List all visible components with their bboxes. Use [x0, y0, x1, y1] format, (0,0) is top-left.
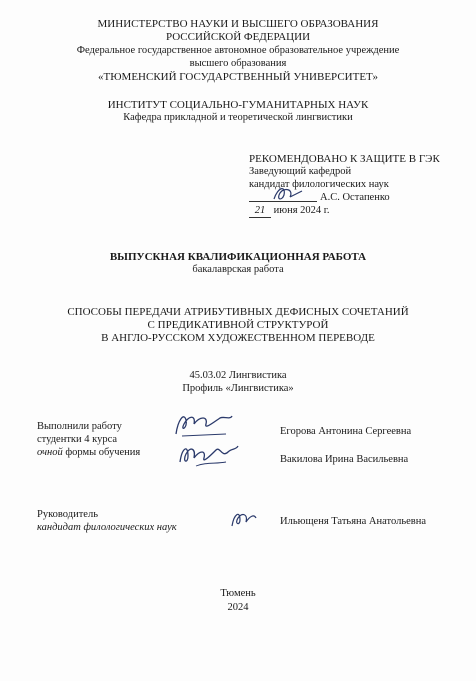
- year: 2024: [227, 602, 249, 613]
- supervisor-label: Руководитель: [37, 509, 98, 520]
- study-form-italic: очной: [37, 447, 63, 458]
- approval-date-rest: июня 2024 г.: [273, 205, 330, 216]
- ministry-line-1: МИНИСТЕРСТВО НАУКИ И ВЫСШЕГО ОБРАЗОВАНИЯ: [97, 18, 379, 30]
- ministry-line-2: РОССИЙСКОЙ ФЕДЕРАЦИИ: [165, 31, 311, 43]
- approval-title: РЕКОМЕНДОВАНО К ЗАЩИТЕ В ГЭК: [249, 153, 440, 165]
- approval-date: [249, 205, 330, 218]
- institution-type-line-1: Федеральное государственное автономное образовательное учреждение: [76, 45, 400, 56]
- approval-day: 21: [249, 205, 271, 218]
- supervisor-name: Ильющеня Татьяна Анатольевна: [280, 516, 427, 527]
- work-title-line-3: В АНГЛО-РУССКОМ ХУДОЖЕСТВЕННОМ ПЕРЕВОДЕ: [101, 332, 375, 344]
- institution-type-line-2: высшего образования: [189, 58, 287, 69]
- approval-name: А.С. Остапенко: [320, 192, 390, 203]
- head-signature: [268, 183, 308, 205]
- work-title-line-2: С ПРЕДИКАТИВНОЙ СТРУКТУРОЙ: [147, 319, 329, 331]
- authors-label-2: студентки 4 курса: [37, 434, 118, 445]
- study-form-rest: формы обучения: [62, 447, 141, 458]
- student-1-name: Егорова Антонина Сергеевна: [280, 426, 412, 437]
- institute-name: ИНСТИТУТ СОЦИАЛЬНО-ГУМАНИТАРНЫХ НАУК: [107, 99, 369, 111]
- specialty-profile: Профиль «Лингвистика»: [182, 383, 294, 394]
- university-name: «ТЮМЕНСКИЙ ГОСУДАРСТВЕННЫЙ УНИВЕРСИТЕТ»: [98, 71, 378, 83]
- specialty-code: 45.03.02 Лингвистика: [189, 370, 287, 381]
- authors-study-form: [37, 447, 140, 459]
- supervisor-degree: кандидат филологических наук: [37, 522, 177, 533]
- approval-degree: кандидат филологических наук: [249, 179, 389, 190]
- supervisor-signature: [226, 506, 260, 532]
- department-name: Кафедра прикладной и теоретической лингвистики: [123, 112, 353, 123]
- student2-signature: [176, 440, 242, 470]
- work-subtype: бакалаврская работа: [192, 264, 284, 275]
- authors-label-1: Выполнили работу: [37, 421, 122, 432]
- student1-signature: [170, 410, 238, 440]
- work-type: ВЫПУСКНАЯ КВАЛИФИКАЦИОННАЯ РАБОТА: [109, 251, 367, 263]
- approval-role: Заведующий кафедрой: [249, 166, 352, 177]
- student-2-name: Вакилова Ирина Васильевна: [280, 454, 409, 465]
- work-title-line-1: СПОСОБЫ ПЕРЕДАЧИ АТРИБУТИВНЫХ ДЕФИСНЫХ СОЧЕТАНИЙ: [67, 306, 409, 318]
- city: Тюмень: [220, 588, 256, 599]
